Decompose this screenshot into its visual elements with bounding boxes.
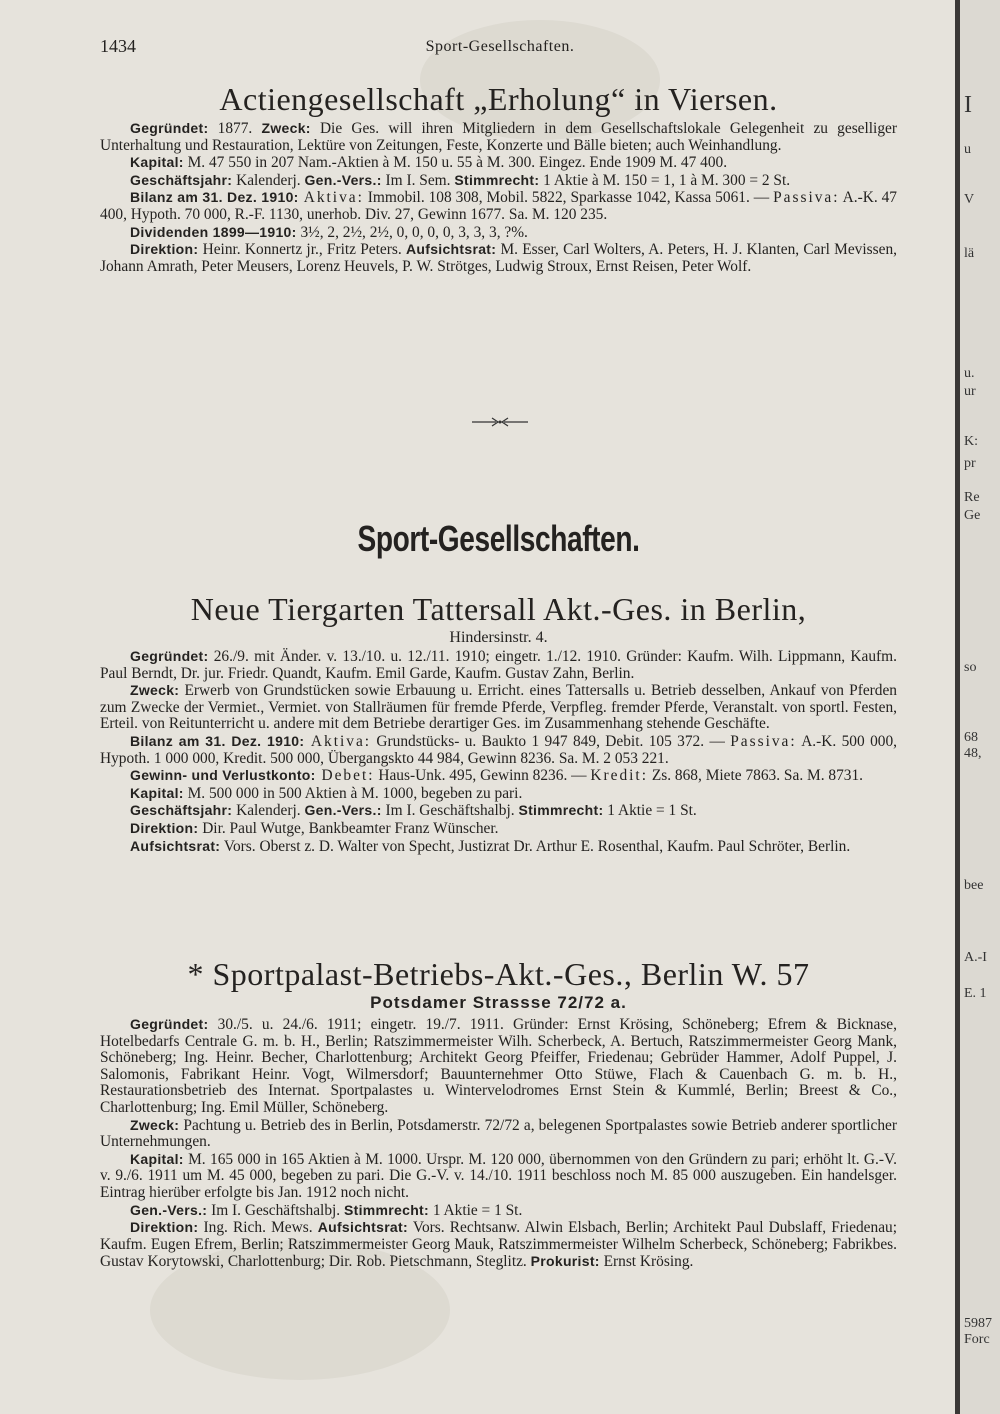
entry-erholung-body: [100, 120, 897, 275]
label-bilanz: Bilanz am 31. Dez. 1910:: [130, 189, 299, 206]
next-page-fragment: u: [964, 142, 971, 157]
next-page-fragment: so: [964, 660, 977, 675]
label-passiva: Passiva:: [773, 189, 840, 207]
next-page-fragment: 48,: [964, 746, 982, 761]
label-stimmrecht: Stimmrecht:: [454, 171, 540, 188]
label-gewinn-verlust: Gewinn- und Verlustkonto:: [130, 767, 316, 784]
next-page-fragment: V: [964, 192, 975, 207]
text-debet: Haus-Unk. 495, Gewinn 8236. —: [374, 767, 591, 785]
next-page-fragment: I: [964, 92, 972, 118]
text-zweck: Die Ges. will ihren Mitgliedern in dem Gesellschaftslokale Gelegenheit zu geselliger Unterhaltung und Restauration, Lektüre von Zeitungen, Feste, Konzerte und Bälle bieten; auch Weinhandlung.: [100, 120, 897, 154]
text-aufsichtsrat: Vors. Oberst z. D. Walter von Specht, Justizrat Dr. Arthur E. Rosenthal, Kaufm. Paul Schröter, Berlin.: [220, 837, 851, 855]
label-gegruendet: Gegründet:: [130, 120, 209, 136]
entry-title: Actiengesellschaft „Erholung“ in Viersen.: [219, 81, 778, 117]
text-stimmrecht: 1 Aktie à M. 150 = 1, 1 à M. 300 = 2 St.: [539, 171, 791, 189]
label-genvers: Gen.-Vers.:: [304, 171, 382, 188]
label-stimmrecht: Stimmrecht:: [343, 1201, 429, 1218]
label-dividenden: Dividenden 1899—1910:: [130, 223, 297, 240]
label-direktion: Direktion:: [130, 819, 199, 836]
text-gegruendet: 1877.: [208, 120, 262, 137]
text-direktion: Dir. Paul Wutge, Bankbeamter Franz Wünscher.: [198, 819, 499, 837]
next-page-edge: [960, 0, 1000, 1414]
text-aufsichtsrat: M. Esser, Carl Wolters, A. Peters, H. J. Klanten, Carl Mevissen, Johann Amrath, Peter Meusers, Lorenz Heuvels, P. W. Strötges, Ludwig Stroux, Ernst Reisen, Peter Wolf.: [100, 241, 897, 275]
entry-tattersall: [100, 590, 897, 648]
text-aufsichtsrat: Vors. Rechtsanw. Alwin Elsbach, Berlin; Architekt Paul Dubslaff, Friedenau; Kaufm. Eugen Efrem, Berlin; Ratszimmermeister Georg Mauk, Ratszimmermeister Wilhelm Scherbeck, Schöneberg; Fabrikbes. Gustav Korytowski, Charlottenburg; Dir. Rob. Pietschmann, Steglitz.: [100, 1219, 898, 1271]
next-page-fragment: K:: [964, 434, 978, 449]
next-page-fragment: ur: [964, 384, 976, 399]
label-zweck: Zweck:: [130, 682, 180, 699]
ornament-divider: [470, 414, 530, 430]
label-aufsichtsrat: Aufsichtsrat:: [405, 241, 497, 258]
running-head: [100, 36, 900, 60]
text-zweck: Pachtung u. Betrieb des in Berlin, Potsdamerstr. 72/72 a, belegenen Sportpalastes sowie Betrieb anderer sportlicher Unternehmungen.: [100, 1116, 897, 1151]
text-aktiva: Immobil. 108 308, Mobil. 5822, Sparkasse 1042, Kassa 5061. —: [363, 189, 774, 207]
entry-tattersall-body: [100, 648, 897, 855]
label-genvers: Gen.-Vers.:: [304, 802, 382, 819]
text-kredit: Zs. 868, Miete 7863. Sa. M. 8731.: [647, 767, 864, 785]
label-gegruendet: Gegründet:: [130, 648, 209, 664]
next-page-fragment: 68: [964, 730, 978, 745]
text-geschaeftsjahr: Kalenderj.: [232, 802, 305, 820]
label-aktiva: Aktiva:: [298, 189, 364, 207]
next-page-fragment: pr: [964, 456, 976, 471]
text-genvers: Im I. Geschäftshalbj.: [381, 802, 519, 820]
text-aktiva: Grundstücks- u. Baukto 1 947 849, Debit. 105 372. —: [371, 732, 731, 750]
label-kapital: Kapital:: [130, 154, 184, 171]
text-kapital: M. 47 550 in 207 Nam.-Aktien à M. 150 u. 55 à M. 300. Eingez. Ende 1909 M. 47 400.: [183, 154, 728, 172]
next-page-fragment: bee: [964, 878, 984, 893]
label-geschaeftsjahr: Geschäftsjahr:: [130, 802, 233, 819]
next-page-fragment: u.: [964, 366, 975, 381]
label-stimmrecht: Stimmrecht:: [518, 802, 604, 819]
text-stimmrecht: 1 Aktie = 1 St.: [428, 1201, 523, 1219]
label-direktion: Direktion:: [130, 1219, 199, 1236]
text-prokurist: Ernst Krösing.: [599, 1253, 694, 1271]
text-kapital: M. 165 000 in 165 Aktien à M. 1000. Urspr. M. 120 000, übernommen von den Gründern zu pari; erhöht lt. G.-V. v. 9./6. 1911 um M. 45 000, begeben zu pari. Die G.-V. v. 14./10. 1911 beschloss noch M. 85 000 auszugeben. Ein handelsger. Eintrag hierüber erfolgte bis Jan. 1912 noch nicht.: [100, 1150, 897, 1201]
entry-sportpalast: [100, 955, 897, 1013]
text-direktion: Ing. Rich. Mews.: [198, 1219, 318, 1237]
text-geschaeftsjahr: Kalenderj.: [232, 171, 305, 189]
label-genvers: Gen.-Vers.:: [130, 1201, 208, 1218]
label-aufsichtsrat: Aufsichtsrat:: [317, 1219, 408, 1236]
text-direktion: Heinr. Konnertz jr., Fritz Peters.: [198, 241, 406, 259]
label-geschaeftsjahr: Geschäftsjahr:: [130, 171, 233, 188]
next-page-fragment: Forc: [964, 1332, 990, 1347]
label-zweck: Zweck:: [130, 1116, 180, 1133]
entry-sportpalast-body: [100, 1016, 897, 1271]
label-bilanz: Bilanz am 31. Dez. 1910:: [130, 732, 305, 749]
running-title: Sport-Gesellschaften.: [425, 38, 575, 55]
label-gegruendet: Gegründet:: [130, 1016, 209, 1032]
text-kapital: M. 500 000 in 500 Aktien à M. 1000, begeben zu pari.: [183, 784, 523, 802]
label-kredit: Kredit:: [590, 767, 648, 785]
section-heading: Sport-Gesellschaften.: [357, 518, 640, 559]
label-kapital: Kapital:: [130, 784, 184, 801]
text-dividenden: 3½, 2, 2½, 2½, 0, 0, 0, 0, 3, 3, 3, ?%.: [296, 223, 528, 241]
text-zweck: Erwerb von Grundstücken sowie Erbauung u. Erricht. eines Tattersalls u. Betrieb desselben, Ankauf von Pferden zum Zwecke der Vermiet., Vermiet. von Stallräumen für fremde Pferde, Verpfleg. fremder Pferde, Veranstalt. von sportl. Festen, Erteil. von Reitunterricht u. andere mit dem Betriebe derartiger Ges. im Zusammenhang stehende Geschäfte.: [100, 682, 897, 733]
entry-erholung: [100, 80, 897, 118]
label-prokurist: Prokurist:: [530, 1253, 600, 1270]
text-gegruendet: 26./9. mit Änder. v. 13./10. u. 12./11. 1910; eingetr. 1./12. 1910. Gründer: Kaufm. Wilh. Lippmann, Kaufm. Paul Berndt, Dr. jur. Friedr. Quandt, Kaufm. Emil Garde, Kaufm. Gustav Zahn, Berlin.: [100, 648, 897, 682]
entry-address: Potsdamer Strassse 72/72 a.: [370, 993, 627, 1012]
next-page-fragment: A.-I: [964, 950, 987, 965]
next-page-fragment: lä: [964, 246, 975, 261]
label-kapital: Kapital:: [130, 1150, 184, 1167]
label-passiva: Passiva:: [730, 732, 797, 750]
text-genvers: Im I. Geschäftshalbj.: [207, 1201, 344, 1219]
entry-title: * Sportpalast-Betriebs-Akt.-Ges., Berlin W. 57: [187, 956, 810, 992]
label-direktion: Direktion:: [130, 241, 199, 258]
text-passiva: A.-K. 500 000, Hypoth. 1 000 000, Kredit. 500 000, Übergangskto 44 984, Gewinn 8236. Sa. M. 2 053 221.: [100, 732, 897, 767]
label-aufsichtsrat: Aufsichtsrat:: [130, 837, 221, 854]
page-number: 1434: [100, 36, 136, 56]
entry-address: Hindersinstr. 4.: [449, 629, 548, 646]
next-page-fragment: 5987: [964, 1316, 992, 1331]
label-debet: Debet:: [315, 767, 375, 785]
next-page-fragment: Ge: [964, 508, 981, 523]
entry-title: Neue Tiergarten Tattersall Akt.-Ges. in Berlin,: [190, 591, 807, 627]
text-gegruendet: 30./5. u. 24./6. 1911; eingetr. 19./7. 1911. Gründer: Ernst Krösing, Schöneberg; Efrem & Bicknase, Hotelbedarfs Centrale G. m. b. H., Berlin; Ratszimmermeister Wilh. Scherbeck, A. Bertuch, Ratszimmermeister Georg Mank, Schöneberg; Ing. Heinr. Becher, Charlottenburg; Architekt Georg Pfeiffer, Friedenau; Gebrüder Hammer, Adolf Puppel, J. Salomonis, Fabrikant Heinr. Vogt, Wilmersdorf; Bauunternehmer Otto Stüwe, Flach & Cauenbach G. m. b. H., Restaurationsbetrieb des Internat. Sportpalastes u. Wintervelodromes Ernst Stein & Kummlé, Berlin; Breest & Co., Charlottenburg; Ing. Emil Müller, Schöneberg.: [100, 1016, 897, 1116]
text-genvers: Im I. Sem.: [381, 171, 455, 189]
label-zweck: Zweck:: [261, 120, 311, 136]
text-stimmrecht: 1 Aktie = 1 St.: [603, 802, 697, 820]
next-page-fragment: Re: [964, 490, 980, 505]
text-passiva: A.-K. 47 400, Hypoth. 70 000, R.-F. 1130, unerhob. Div. 27, Gewinn 1677. Sa. M. 120 235.: [100, 189, 897, 223]
next-page-fragment: E. 1: [964, 986, 987, 1001]
label-aktiva: Aktiva:: [304, 732, 372, 750]
